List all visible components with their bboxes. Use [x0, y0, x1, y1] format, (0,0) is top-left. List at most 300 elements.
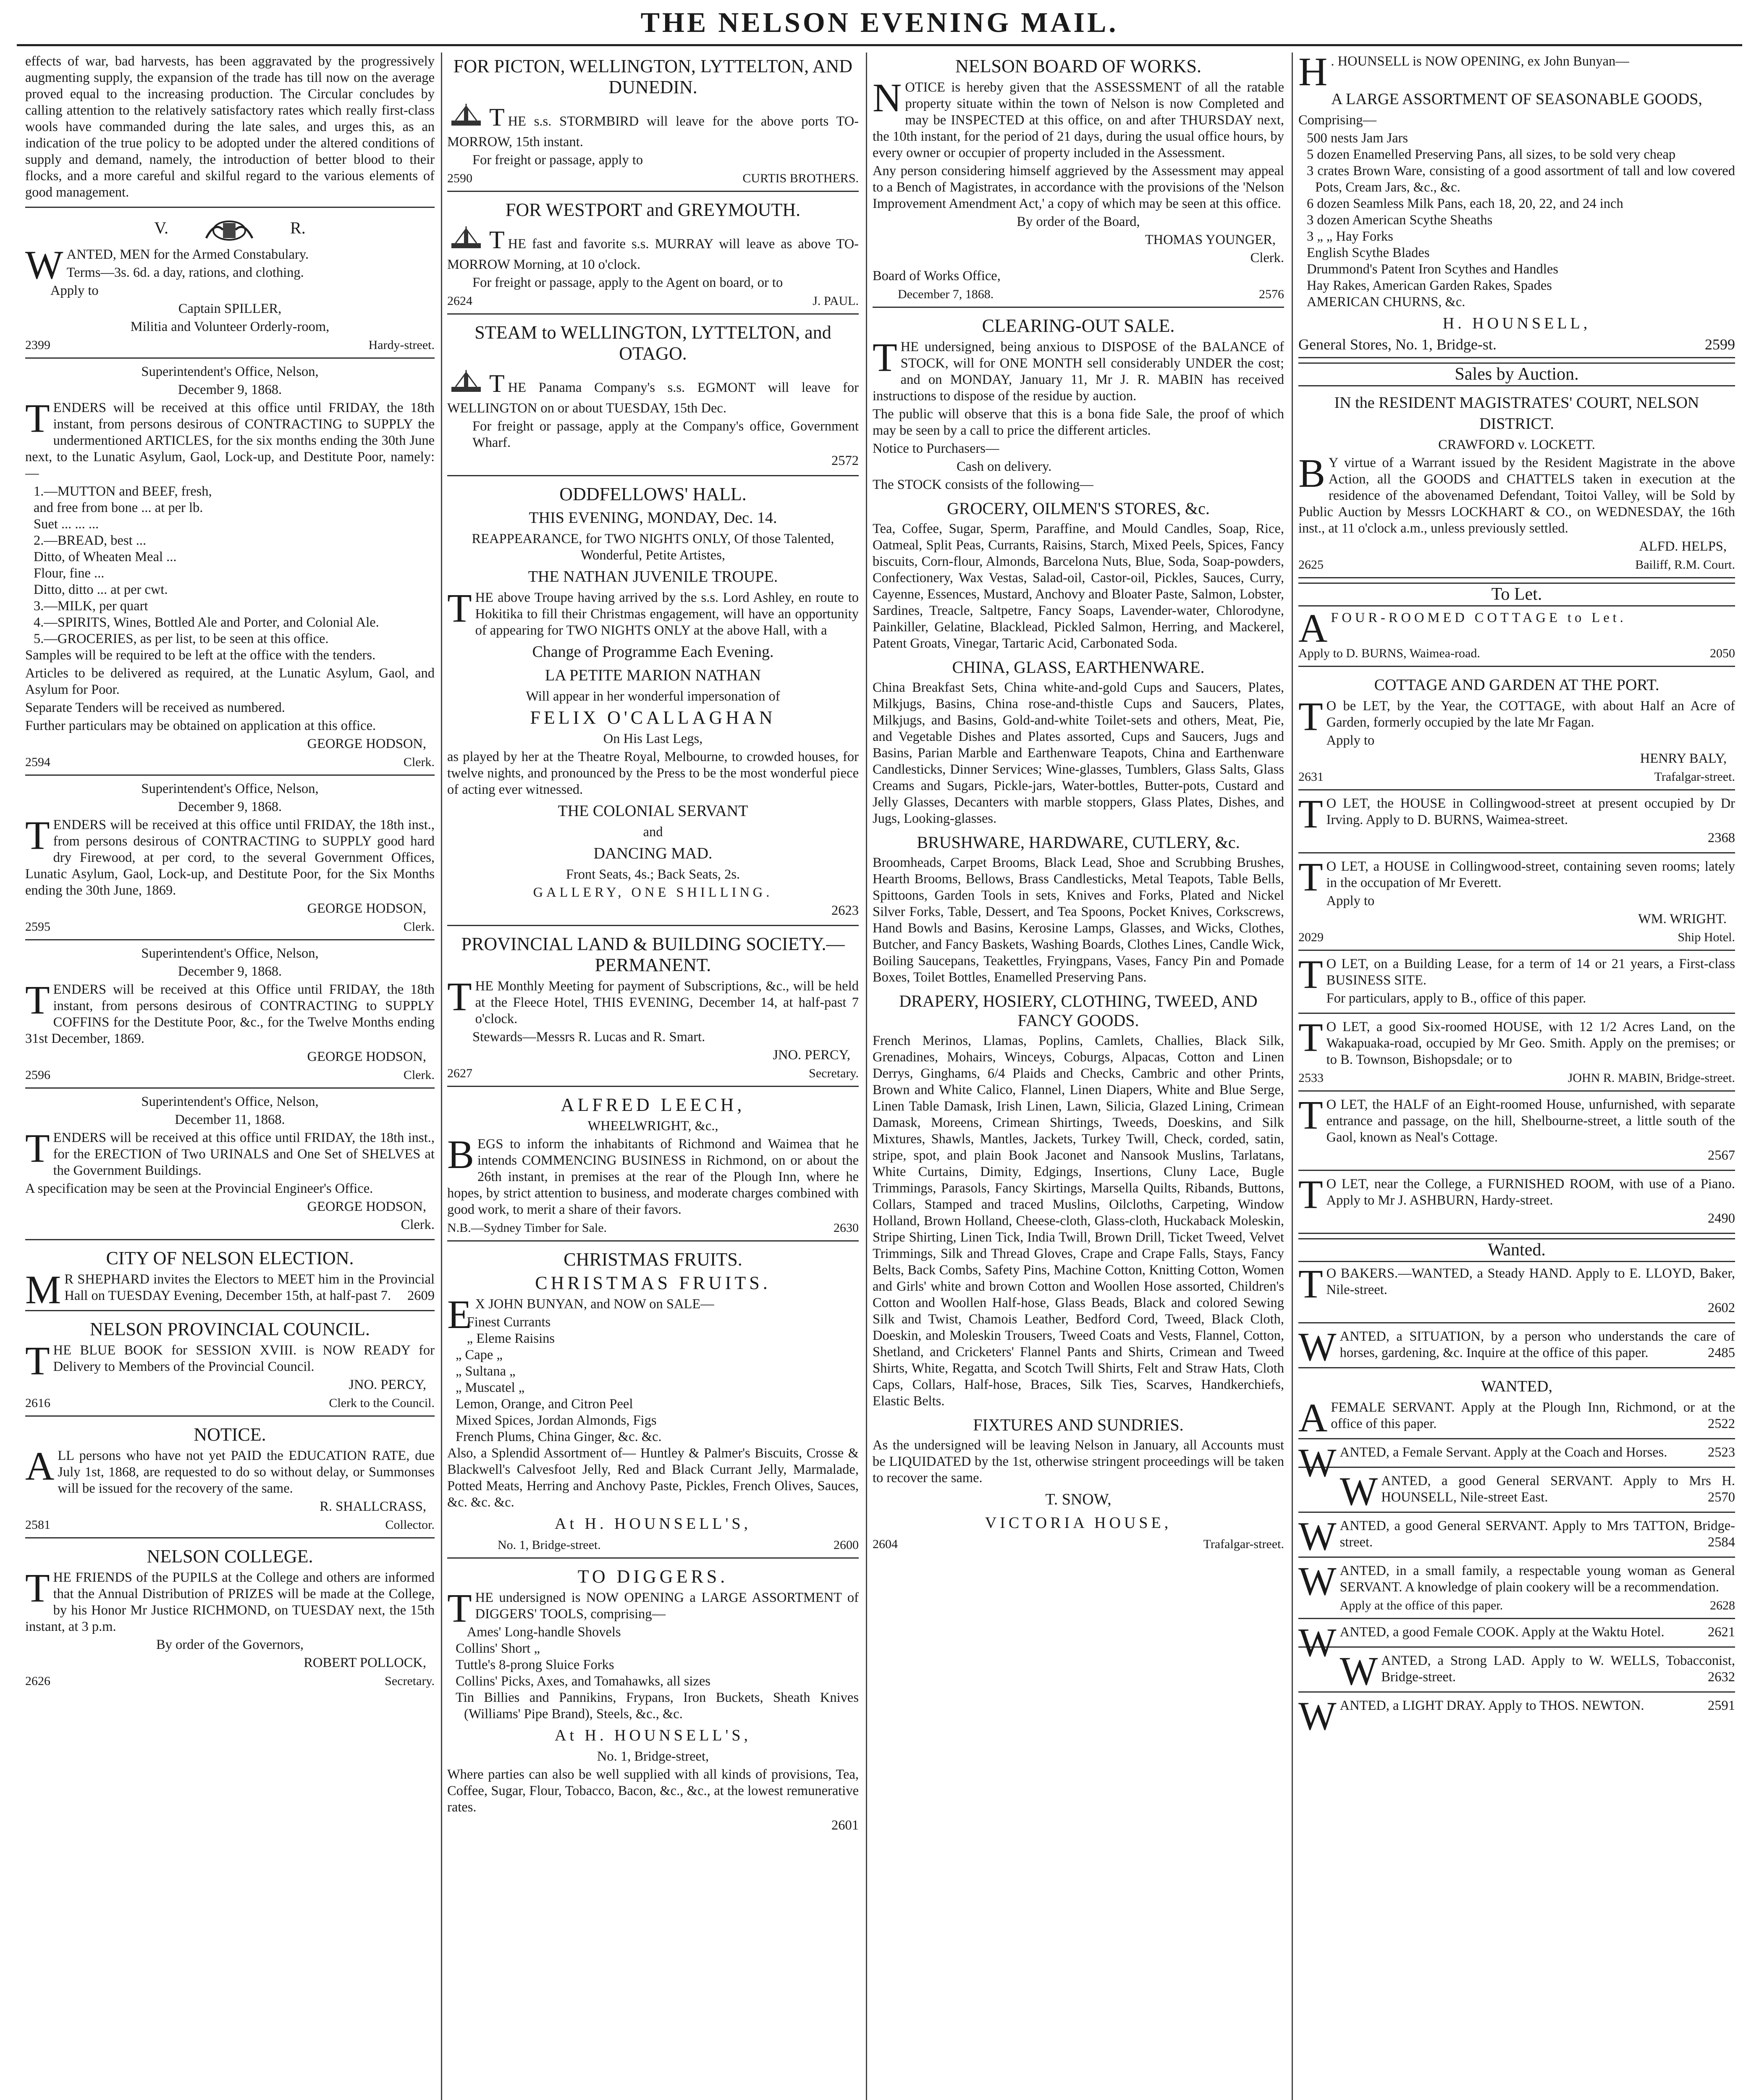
drop-cap: T: [1298, 791, 1323, 836]
section-heading: FIXTURES AND SUNDRIES.: [973, 1415, 1184, 1434]
ad-wanted-lad: [1298, 1648, 1735, 1693]
ad-signature: THOMAS YOUNGER,: [1145, 232, 1276, 247]
ad-text: Also, a Splendid Assortment of— Huntley & Palmer's Biscuits, Crosse & Blackwell's Calvesfoot Jelly, Red and Black Currant Jelly, Marmalade, Potted Meats, Herring and Anchovy Paste, Pickles, French Olives, Sauces, &c. &c. &c.: [447, 1446, 859, 1510]
ad-note: Samples will be required to be left at the office with the tenders.: [25, 648, 376, 663]
ad-role: Clerk.: [403, 920, 435, 934]
ad-number: 2590: [447, 171, 472, 185]
ad-text: Comprising—: [1298, 113, 1376, 128]
ad-business: VICTORIA HOUSE,: [985, 1514, 1172, 1532]
ad-subheading: THE COLONIAL SERVANT: [558, 802, 748, 820]
ad-body: ANTED, a Female Servant. Apply at the Coach and Horses.: [1340, 1445, 1667, 1460]
ad-heading: FOR WESTPORT and GREYMOUTH.: [505, 200, 801, 220]
ad-role: Secretary.: [385, 1674, 435, 1688]
drop-cap: B: [1298, 451, 1326, 496]
list-item: 3 crates Brown Ware, consisting of a good assortment of tall and low covered Pots, Cream Jars, &c., &c.: [1307, 163, 1735, 195]
ad-signature: JOHN R. MABIN, Bridge-street.: [1568, 1071, 1735, 1085]
ad-number: 2626: [25, 1674, 50, 1688]
ad-number: 2632: [1708, 1670, 1735, 1685]
ad-subheading: LA PETITE MARION NATHAN: [545, 667, 761, 684]
ad-signature: R. SHALLCRASS,: [320, 1499, 426, 1514]
ad-murray: [447, 196, 859, 315]
ad-text: and: [643, 824, 663, 840]
ad-text: Where parties can also be well supplied with all kinds of provisions, Tea, Coffee, Sugar, Flour, Tobacco, Bacon, &c., &c., at the lowest remunerative rates.: [447, 1767, 859, 1815]
drop-cap: W: [1340, 1469, 1378, 1514]
ad-body: ENDERS will be received at this office until FRIDAY, the 18th inst., for the ERECTION of Two URINALS and One Set of SHELVES at the Government Buildings.: [53, 1130, 435, 1178]
ad-text: Cash on delivery.: [957, 459, 1052, 474]
ad-number: 2628: [1710, 1599, 1735, 1612]
column-3: [873, 52, 1284, 2100]
drop-cap: W: [1298, 1693, 1337, 1738]
ad-body: O LET, the HALF of an Eight-roomed House, unfurnished, with separate entrance and passage, on the hill, Shelbourne-street, a little south of the Gaol, known as Neal's Cottage.: [1326, 1097, 1735, 1145]
list-item: Mixed Spices, Jordan Almonds, Figs: [456, 1413, 657, 1428]
ad-body: R SHEPHARD invites the Electors to MEET him in the Provincial Hall on TUESDAY Evening, December 15th, at half-past 7.: [64, 1272, 435, 1303]
section-band-wanted: Wanted.: [1298, 1238, 1735, 1262]
ad-office: Superintendent's Office, Nelson,: [141, 781, 319, 796]
ad-org: Militia and Volunteer Orderly-room,: [130, 319, 330, 334]
ad-number: 2624: [447, 294, 472, 308]
ad-role: Collector.: [385, 1518, 435, 1532]
ad-hounsell-goods: [1298, 52, 1735, 358]
list-item: 5.—GROCERIES, as per list, to be seen at this office.: [34, 631, 329, 646]
steamship-icon: [447, 102, 485, 131]
ad-role: Secretary.: [809, 1066, 859, 1080]
ad-body: FOUR-ROOMED COTTAGE to Let.: [1331, 610, 1627, 625]
article-text: effects of war, bad harvests, has been aggravated by the progressively augmenting supply, the expansion of the trade has till now on the average proved equal to the increasing production. The Circular concludes by calling attention to the relatively satisfactory rates which really first-class wools have commanded during the late sales, and urges this, as an indication of the true policy to be adopted under the altered conditions of supply and demand, namely, the introduction of better blood to their flocks, and a more careful and skilful regard to the various elements of good management.: [25, 54, 435, 200]
article-wool-circular: [25, 52, 435, 208]
ad-egmont: [447, 319, 859, 476]
ad-clearing-out-sale: [873, 312, 1284, 1557]
ad-text: Apply to: [1326, 733, 1375, 748]
section-text: China Breakfast Sets, China white-and-gold Cups and Saucers, Plates, Milkjugs, Basins, China rose-and-thistle Cups and Saucers, Plates, Milkjugs, and Basins, Gold-and-white Toilet-sets and others, Meat, Pie, and Vegetable Dishes and Plates assorted, Cups and Saucers, Jugs and Basins, Parian Marble and Earthenware Teapots, China and Earthenware Candlesticks, Dinner Services; Wine-glasses, Tumblers, Glass Salts, Glass Creams and Sugars, Pickle-jars, Water-bottles, Butter-pots, Custard and Jelly Glasses, Decanters with marble stoppers, Glass Plates, Dishes, and Jugs, Looking-glasses.: [873, 680, 1284, 826]
tender-items: [25, 483, 435, 647]
ad-building-society: [447, 930, 859, 1087]
ad-body: ANTED, MEN for the Armed Constabulary.: [66, 247, 309, 262]
list-item: Ames' Long-handle Shovels: [467, 1625, 621, 1640]
column-rule: [441, 52, 442, 2100]
column-1: [25, 52, 435, 2100]
ad-subheading: DANCING MAD.: [593, 845, 713, 862]
list-item: Suet ... ... ...: [34, 517, 99, 532]
ad-wanted-situation: [1298, 1324, 1735, 1369]
ad-body: O LET, a good Six-roomed HOUSE, with 12 1/2 Acres Land, on the Wakapuaka-road, occupied by Mr Geo. Smith. Apply on the premises; or to B. Townson, Bishopsdale; or to: [1326, 1019, 1735, 1067]
ad-text: Front Seats, 4s.; Back Seats, 2s.: [566, 867, 740, 882]
ad-signature: GEORGE HODSON,: [307, 1049, 426, 1064]
ad-signature: GEORGE HODSON,: [307, 736, 426, 751]
ad-armed-constabulary: [25, 212, 435, 359]
ad-heading: IN the RESIDENT MAGISTRATES' COURT, NELSON DISTRICT.: [1334, 394, 1699, 433]
ad-office: Superintendent's Office, Nelson,: [141, 364, 319, 379]
ad-role: Clerk.: [1250, 250, 1284, 265]
ad-heading: ODDFELLOWS' HALL.: [559, 484, 747, 504]
ad-street: Trafalgar-street.: [1203, 1537, 1284, 1551]
ad-let-house-irving: [1298, 791, 1735, 853]
ad-office: Board of Works Office,: [873, 268, 1001, 284]
ad-number: 2601: [831, 1818, 859, 1833]
drop-cap: T: [1298, 694, 1323, 739]
ad-date: December 9, 1868.: [178, 799, 282, 814]
royal-crest-icon: [198, 217, 261, 242]
ad-note: Further particulars may be obtained on application at this office.: [25, 718, 376, 733]
ad-let-furnished-room: [1298, 1172, 1735, 1234]
list-item: Drummond's Patent Iron Scythes and Handles: [1307, 262, 1558, 277]
ad-heading: NELSON COLLEGE.: [147, 1546, 313, 1567]
ad-body: ENDERS will be received at this office until FRIDAY, the 18th instant, from persons desirous of CONTRACTING to SUPPLY the undermentioned ARTICLES, for the six months ending the 30th June next, to the Lunatic Asylum, Gaol, Lock-up, and Destitute Poor, namely:—: [25, 400, 435, 481]
ad-date: December 9, 1868.: [178, 964, 282, 979]
ad-date: December 7, 1868.: [898, 287, 994, 301]
list-item: 3 „ „ Hay Forks: [1307, 229, 1393, 244]
drop-cap: T: [25, 1126, 50, 1171]
ad-freight: For freight or passage, apply to: [472, 152, 643, 168]
ad-note: Articles to be delivered as required, at the Lunatic Asylum, Gaol, and Asylum for Poor.: [25, 666, 435, 697]
drop-cap: T: [1298, 1172, 1323, 1217]
ad-number: 2581: [25, 1518, 50, 1532]
ad-apply: Apply to: [50, 283, 99, 298]
fruit-list: [447, 1314, 859, 1445]
ad-body: ANTED, a good Female COOK. Apply at the Waktu Hotel.: [1340, 1625, 1665, 1640]
section-band-auction: Sales by Auction.: [1298, 362, 1735, 386]
drop-cap: M: [25, 1267, 61, 1312]
section-heading: DRAPERY, HOSIERY, CLOTHING, TWEED, AND FANCY GOODS.: [899, 992, 1258, 1030]
drop-cap: B: [447, 1132, 474, 1177]
list-item: Flour, fine ...: [34, 566, 105, 581]
ad-number: 2604: [873, 1537, 898, 1551]
ad-wanted-tatton-servant: [1298, 1514, 1735, 1559]
drop-cap: T: [1298, 854, 1323, 899]
section-heading: GROCERY, OILMEN'S STORES, &c.: [947, 499, 1210, 518]
list-item: Tin Billies and Pannikins, Frypans, Iron Buckets, Sheath Knives (Williams' Pipe Brand), Steels, &c., &c.: [456, 1690, 859, 1722]
list-item: 3 dozen American Scythe Sheaths: [1307, 213, 1493, 228]
section-heading: BRUSHWARE, HARDWARE, CUTLERY, &c.: [917, 833, 1240, 852]
ad-number: 2623: [831, 903, 859, 918]
ad-text: N.B.—Sydney Timber for Sale.: [447, 1221, 607, 1235]
ad-agent: CURTIS BROTHERS.: [742, 171, 859, 185]
ad-number: 2599: [1705, 336, 1735, 353]
ad-body: O LET, near the College, a FURNISHED ROOM, with use of a Piano. Apply to Mr J. ASHBURN, Hardy-street.: [1326, 1176, 1735, 1208]
goods-list: [1298, 130, 1735, 310]
ad-number: 2533: [1298, 1071, 1324, 1085]
ad-heading: COTTAGE AND GARDEN AT THE PORT.: [1374, 676, 1659, 694]
ad-subheading: Change of Programme Each Evening.: [532, 643, 774, 661]
drop-cap: T: [1298, 952, 1323, 997]
ad-heading: CHRISTMAS FRUITS.: [535, 1273, 771, 1293]
ad-body: EGS to inform the inhabitants of Richmond and Waimea that he intends COMMENCING BUSINESS in Richmond, on or about the 26th instant, in premises at the rear of the Plough Inn, where he hopes, by strict attention to business, and moderate charges combined with good work, to merit a share of their favors.: [447, 1137, 859, 1217]
ad-wanted-cook: [1298, 1620, 1735, 1665]
ad-body: ANTED, a good General SERVANT. Apply to Mrs H. HOUNSELL, Nile-street East.: [1381, 1473, 1735, 1505]
ad-subheading: At H. HOUNSELL'S,: [555, 1515, 751, 1533]
drop-cap: W: [1340, 1648, 1378, 1693]
ad-heading: A LARGE ASSORTMENT OF SEASONABLE GOODS,: [1331, 90, 1702, 108]
ad-body: ANTED, a SITUATION, by a person who understands the care of horses, gardening, &c. Inquire at the office of this paper.: [1340, 1329, 1735, 1360]
list-item: 6 dozen Seamless Milk Pans, each 18, 20, 22, and 24 inch: [1307, 196, 1623, 211]
column-4: [1298, 52, 1735, 2100]
ad-number: 2576: [1259, 287, 1284, 301]
drop-cap: T: [447, 974, 472, 1019]
ad-text: The public will observe that this is a bona fide Sale, the proof of which may be seen by a call to price the different articles.: [873, 407, 1284, 438]
drop-cap: W: [1298, 1324, 1337, 1369]
drop-cap: W: [1298, 1559, 1337, 1604]
list-item: Ditto, ditto ... at per cwt.: [34, 582, 168, 597]
ad-subheading: THIS EVENING, MONDAY, Dec. 14.: [529, 509, 777, 527]
list-item: Collins' Short „: [456, 1641, 540, 1656]
ad-number: 2602: [1708, 1300, 1735, 1315]
ad-body: HE BLUE BOOK for SESSION XVIII. is NOW READY for Delivery to Members of the Provincial Council.: [53, 1343, 435, 1374]
ad-body: HE Panama Company's s.s. EGMONT will leave for WELLINGTON on or about TUESDAY, 15th Dec.: [447, 380, 859, 416]
ad-heading: CHRISTMAS FRUITS.: [564, 1249, 742, 1270]
ad-terms: Terms—3s. 6d. a day, rations, and clothing.: [66, 265, 304, 280]
drop-cap: W: [1298, 1514, 1337, 1559]
ad-body: HE undersigned, being anxious to DISPOSE of the BALANCE of STOCK, will for ONE MONTH sell considerably UNDER the cost; and on MONDAY, January 11, Mr J. R. MABIN has received instructions to dispose of the residue by auction.: [873, 339, 1284, 404]
ad-note: Separate Tenders will be received as numbered.: [25, 700, 285, 715]
ad-number: 2616: [25, 1396, 50, 1410]
list-item: Finest Currants: [467, 1315, 551, 1330]
ad-number: 2594: [25, 755, 50, 769]
ad-signature: Captain SPILLER,: [178, 301, 282, 316]
drop-cap: T: [489, 103, 505, 131]
ad-order: By order of the Governors,: [156, 1637, 304, 1652]
ad-number: 2029: [1298, 930, 1324, 944]
drop-cap: N: [873, 75, 902, 120]
drop-cap: W: [1298, 1440, 1337, 1485]
ad-body: X JOHN BUNYAN, and NOW on SALE—: [475, 1297, 714, 1312]
list-item: „ Cape „: [456, 1347, 503, 1362]
ad-body: O LET, the HOUSE in Collingwood-street at present occupied by Dr Irving. Apply to D. BURNS, Waimea-street.: [1326, 796, 1735, 827]
ad-text: Stewards—Messrs R. Lucas and R. Smart.: [472, 1029, 705, 1045]
ad-body: LL persons who have not yet PAID the EDUCATION RATE, due July 1st, 1868, are requested to do so without delay, or Summonses will be issued for the recovery of the same.: [58, 1448, 435, 1496]
list-item: Ditto, of Wheaten Meal ...: [34, 549, 177, 564]
ad-heading: WANTED,: [1481, 1378, 1552, 1395]
ad-case: CRAWFORD v. LOCKETT.: [1438, 437, 1595, 452]
ad-office: Superintendent's Office, Nelson,: [141, 946, 319, 961]
ad-number: 2572: [831, 453, 859, 468]
ad-store: General Stores, No. 1, Bridge-st.: [1298, 336, 1497, 353]
drop-cap: T: [873, 335, 897, 380]
ad-body: HE fast and favorite s.s. MURRAY will leave as above TO-MORROW Morning, at 10 o'clock.: [447, 236, 859, 272]
ad-date: December 11, 1868.: [175, 1112, 285, 1127]
ad-oddfellows-hall: [447, 480, 859, 926]
ad-body: HE FRIENDS of the PUPILS at the College and others are informed that the Annual Distribution of PRIZES will be made at the College, by his Honor Mr Justice RICHMOND, on TUESDAY next, the 15th instant, at 3 p.m.: [25, 1570, 435, 1634]
drop-cap: T: [489, 370, 505, 397]
ad-body: HE above Troupe having arrived by the s.s. Lord Ashley, en route to Hokitika to fill their Christmas engagement, will have an opportunity of appearing for TWO NIGHTS ONLY at the above Hall, with a: [475, 590, 859, 638]
list-item: English Scythe Blades: [1307, 245, 1430, 260]
column-rule: [1292, 52, 1293, 2100]
drop-cap: A: [1298, 606, 1328, 651]
ad-number: 2600: [834, 1538, 859, 1552]
drop-cap: T: [447, 585, 472, 630]
ad-heading: NELSON BOARD OF WORKS.: [955, 56, 1201, 76]
ad-heading: ALFRED LEECH,: [561, 1095, 745, 1115]
ad-text: Apply at the office of this paper.: [1340, 1599, 1503, 1612]
ad-signature: ALFD. HELPS,: [1639, 539, 1727, 554]
list-item: 5 dozen Enamelled Preserving Pans, all sizes, to be sold very cheap: [1307, 147, 1676, 162]
ad-body: HE Monthly Meeting for payment of Subscriptions, &c., will be held at the Fleece Hotel, THIS EVENING, December 14, at half-past 7 o'clock.: [475, 979, 859, 1026]
ad-body: ENDERS will be received at this office until FRIDAY, the 18th inst., from persons desirous of CONTRACTING to SUPPLY good hard dry Firewood, at per cord, to the several Government Offices, Lunatic Asylum, Gaol, Lock-up, and Destitute Poor, for the Six Months ending the 30th June, 1869.: [25, 817, 435, 898]
ad-heading: PROVINCIAL LAND & BUILDING SOCIETY.—PERMANENT.: [461, 934, 845, 975]
ad-number: 2630: [834, 1221, 859, 1235]
list-item: 2.—BREAD, best ...: [34, 533, 147, 548]
ad-signature: JNO. PERCY,: [773, 1047, 850, 1063]
ad-text: On His Last Legs,: [603, 731, 703, 746]
list-item: „ Eleme Raisins: [467, 1331, 555, 1346]
list-item: Lemon, Orange, and Citron Peel: [456, 1396, 633, 1412]
section-text: Tea, Coffee, Sugar, Sperm, Paraffine, and Mould Candles, Soap, Rice, Oatmeal, Split Peas, Currants, Raisins, Starch, Mixed Peels, Spices, Fancy biscuits, Corn-flour, Almonds, Barcelona Nuts, Blue, Soda, Soap-powders, Confectionery, Wax Vestas, Salad-oil, Castor-oil, Pickles, Sauces, Curry, Cayenne, Essences, Mustard, Anchovy and Bloater Paste, Salmon, Lobster, Sardines, Treacle, Saltpetre, Fancy Soaps, Lavender-water, Chlorodyne, Painkiller, Gelatine, Blacklead, Pickled Salmon, Herring, and Mackerel, Patent Groats, Vinegar, Tartaric Acid, Carbonated Soda.: [873, 521, 1284, 651]
steamship-icon: [447, 368, 485, 398]
ad-body: HE undersigned is NOW OPENING a LARGE ASSORTMENT of DIGGERS' TOOLS, comprising—: [475, 1590, 859, 1622]
ad-role: Clerk.: [403, 755, 435, 769]
ad-heading: CITY OF NELSON ELECTION.: [106, 1248, 354, 1268]
ad-text: Apply to: [1326, 893, 1375, 908]
ad-signature: HENRY BALY,: [1640, 751, 1727, 766]
ad-alfred-leech: [447, 1091, 859, 1242]
ad-number: 2621: [1708, 1625, 1735, 1640]
ad-to-diggers: [447, 1563, 859, 1840]
ad-body: O be LET, by the Year, the COTTAGE, with about Half an Acre of Garden, formerly occupied by the late Mr Fagan.: [1326, 698, 1735, 730]
drop-cap: T: [25, 813, 50, 858]
ad-subheading: FELIX O'CALLAGHAN: [530, 707, 776, 728]
section-band-to-let: To Let.: [1298, 583, 1735, 606]
section-text: Broomheads, Carpet Brooms, Black Lead, Shoe and Scrubbing Brushes, Hearth Brooms, Bellows, Brass Candlesticks, Metal Teapots, Table Bells, Spittoons, Garden Tools in sets, Knives and Forks, Plated and Nickel Silver Forks, Table, Dessert, and Tea Spoons, Pocket Knives, Corkscrews, Hand Bowls and Basins, Kerosine Lamps, Glasses, and Wicks, Clothes, Butcher, and Fancy Baskets, Washing Boards, Clothes Lines, Candle Wick, Boiling Saucepans, Teakettles, Fryingpans, Vases, Fancy Pin and Pomade Boxes, Toilet Bottles, Enamelled Preserving Pans.: [873, 855, 1284, 985]
ad-let-house-everett: [1298, 854, 1735, 951]
drop-cap: H: [1298, 52, 1328, 94]
ad-text: GALLERY, ONE SHILLING.: [533, 885, 773, 900]
ad-tenders-firewood: [25, 780, 435, 940]
ad-signature: WM. WRIGHT.: [1638, 911, 1727, 927]
ad-number: 2596: [25, 1068, 50, 1082]
ad-signature: H. HOUNSELL,: [1442, 315, 1591, 332]
ad-number: 2625: [1298, 558, 1324, 572]
ad-subheading: THE NATHAN JUVENILE TROUPE.: [528, 568, 778, 585]
ad-text: The STOCK consists of the following—: [873, 477, 1093, 492]
royal-arms: [25, 217, 435, 242]
ad-subheading: At H. HOUNSELL'S,: [555, 1727, 751, 1744]
ad-heading: FOR PICTON, WELLINGTON, LYTTELTON, AND DUNEDIN.: [453, 56, 853, 97]
ad-text: REAPPEARANCE, for TWO NIGHTS ONLY, Of those Talented, Wonderful, Petite Artistes,: [472, 531, 834, 563]
ad-tenders-urinals: [25, 1093, 435, 1240]
ad-number: 2567: [1708, 1148, 1735, 1163]
ad-signature: JNO. PERCY,: [349, 1377, 426, 1392]
ad-number: 2368: [1708, 830, 1735, 845]
ad-body: ANTED, a good General SERVANT. Apply to Mrs TATTON, Bridge-street.: [1340, 1518, 1735, 1550]
ad-freight: For freight or passage, apply to the Agent on board, or to: [472, 275, 783, 290]
ad-board-of-works: [873, 52, 1284, 308]
ad-heading: CLEARING-OUT SALE.: [982, 315, 1175, 336]
ad-place: Ship Hotel.: [1678, 930, 1735, 944]
list-item: Hay Rakes, American Garden Rakes, Spades: [1307, 278, 1552, 293]
ad-number: 2631: [1298, 770, 1324, 784]
ad-heading: TO DIGGERS.: [577, 1566, 729, 1587]
masthead: [0, 0, 1759, 46]
section-text: As the undersigned will be leaving Nelson in January, all Accounts must be LIQUIDATED by the 1st, otherwise stringent proceedings will be taken to recover the same.: [873, 1438, 1284, 1486]
ad-body: HE s.s. STORMBIRD will leave for the above ports TO-MORROW, 15th instant.: [447, 114, 859, 150]
list-item: French Plums, China Ginger, &c. &c.: [456, 1429, 662, 1444]
ad-stormbird: [447, 52, 859, 192]
ad-note: A specification may be seen at the Provincial Engineer's Office.: [25, 1181, 373, 1196]
ad-notice-education: [25, 1421, 435, 1538]
ad-body: O BAKERS.—WANTED, a Steady HAND. Apply to E. LLOYD, Baker, Nile-street.: [1326, 1266, 1735, 1297]
drop-cap: E: [447, 1292, 472, 1337]
drop-cap: A: [1298, 1395, 1328, 1440]
drop-cap: T: [1298, 1015, 1323, 1060]
ad-role: Clerk to the Council.: [329, 1396, 435, 1410]
ad-signature: GEORGE HODSON,: [307, 1199, 426, 1214]
ad-number: 2609: [407, 1288, 435, 1303]
ad-order: By order of the Board,: [1017, 214, 1140, 229]
drop-cap: A: [25, 1444, 55, 1488]
drop-cap: T: [1298, 1261, 1323, 1306]
tools-list: [447, 1624, 859, 1722]
ad-let-business-site: [1298, 952, 1735, 1014]
ad-signature: GEORGE HODSON,: [307, 901, 426, 916]
list-item: „ Sultana „: [456, 1364, 516, 1379]
list-item: 3.—MILK, per quart: [34, 598, 148, 614]
ad-office: Superintendent's Office, Nelson,: [141, 1094, 319, 1109]
section-text: French Merinos, Llamas, Poplins, Camlets, Challies, Black Silk, Grenadines, Mohairs, Winceys, Coburgs, Alpacas, Cotton and Linen Derrys, Ginghams, 6/4 Plaids and Checks, Cambric and other Prints, Brown and White Calico, Flannel, Linen Diapers, White and Blue Serge, Linen Table Damask, Irish Linen, Lawn, Silicia, Glazed Lining, Crimean Damask, Moreens, Crimean Shirtings, Tweeds, Doeskins, and Silk Mixtures, Shawls, Mantles, Jackets, Turkey Twill, Check, corded, satin, stripe, spot, and plain Book Jaconet and Nansook Muslins, Tarlatans, White Curtains, Dimity, Edgings, Insertions, Cluny Lace, Bugle Trimmings, Parasols, Fancy Skirtings, Marsella Quilts, Ribands, Buttons, Collars, Stamped and traced Muslins, Oilcloths, Carpeting, Window Holland, Brown Holland, Cheese-cloth, Glass-cloth, Huckaback Moleskin, Stripe Shirting, Linen Tick, India Twill, Brown Drill, Ticket Tweed, Velvet Trimmings, Silk and Thread Gloves, Crape and Crape Falls, Stays, Fancy Belts, Back Combs, Safety Pins, Machine Cotton, Knitting Cotton, Women and Girls' white and brown Cotton and Woollen Hose assorted, Children's Cotton and Woollen Half-hose, Glass Beads, Black and colored Sewing Silk and Twist, Chamois Leather, Bedford Cord, Tweed, Black Cloth, Doeskin, and Moleskin Trousers, Tweed Coats and Vests, Flannel, Cotton, Shetland, and Cricketers' Flannel Pants and Shirts, Crimean and Tweed Shirts, White, Regatta, and Scotch Twill Shirts, Felt and Straw Hats, Cloth Caps, Collars, Half-hose, Braces, Silk Ties, Scarves, Handkerchiefs, Elastic Belts.: [873, 1033, 1284, 1409]
ad-signature: T. SNOW,: [1045, 1491, 1111, 1508]
ad-body: ENDERS will be received at this Office until FRIDAY, the 18th instant, from persons desirous of CONTRACTING to SUPPLY COFFINS for the Destitute Poor, &c., for the Twelve Months ending 31st December, 1869.: [25, 982, 435, 1046]
ad-date: December 9, 1868.: [178, 382, 282, 397]
drop-cap: T: [25, 396, 50, 441]
drop-cap: W: [25, 242, 63, 287]
ad-let-six-roomed: [1298, 1015, 1735, 1092]
newspaper-title: THE NELSON EVENING MAIL.: [640, 6, 1119, 38]
drop-cap: T: [447, 1586, 472, 1630]
ad-text: Apply to D. BURNS, Waimea-road.: [1298, 646, 1480, 660]
ad-wanted-hounsell-servant: [1298, 1469, 1735, 1514]
ad-number: 2570: [1708, 1490, 1735, 1505]
masthead-rule: [17, 44, 1742, 46]
ad-role: Bailiff, R.M. Court.: [1635, 558, 1735, 572]
list-item: Collins' Picks, Axes, and Tomahawks, all sizes: [456, 1674, 710, 1689]
ad-heading: NELSON PROVINCIAL COUNCIL.: [90, 1319, 370, 1339]
ad-number: 2490: [1708, 1211, 1735, 1226]
ad-tenders-coffins: [25, 945, 435, 1089]
ad-role: Clerk.: [403, 1068, 435, 1082]
ad-election: [25, 1244, 435, 1311]
ad-tenders-provisions: [25, 363, 435, 776]
ad-body: OTICE is hereby given that the ASSESSMENT of all the ratable property situate within the town of Nelson is now Completed and may be INSPECTED at this office, on and after THURSDAY next, the 10th instant, for the period of 21 days, during the usual office hours, by every owner or occupier of property included in the Assessment.: [873, 80, 1284, 160]
ad-let-port-cottage: [1298, 671, 1735, 790]
list-item: 4.—SPIRITS, Wines, Bottled Ale and Porter, and Colonial Ale.: [34, 615, 379, 630]
ad-number: 2591: [1708, 1698, 1735, 1713]
ad-number: 2522: [1708, 1416, 1735, 1431]
ad-wanted-coach-horses: [1298, 1440, 1735, 1485]
drop-cap: T: [25, 1338, 50, 1383]
ad-body: Y virtue of a Warrant issued by the Resident Magistrate in the above Action, all the GOODS and CHATTELS taken in execution at the residence of the abovenamed Defendant, Toitoi Valley, will be Sold by Public Auction by Messrs LOCKHART & CO., on WEDNESDAY, the 16th inst., at 11 o'clock a.m., unless previously settled.: [1298, 455, 1735, 536]
drop-cap: T: [1298, 1092, 1323, 1137]
ad-text: as played by her at the Theatre Royal, Melbourne, to crowded houses, for twelve nights, and pronounced by the Press to be the most wonderful piece of acting ever witnessed.: [447, 749, 859, 797]
ad-heading: STEAM to WELLINGTON, LYTTELTON, and OTAGO.: [474, 322, 831, 364]
ad-body: FEMALE SERVANT. Apply at the Plough Inn, Richmond, or at the office of this paper.: [1331, 1400, 1735, 1431]
ad-number: 2523: [1708, 1445, 1735, 1460]
ad-address: No. 1, Bridge-street.: [498, 1538, 601, 1552]
ad-wanted-female-servant: [1298, 1373, 1735, 1439]
ad-number: 2584: [1708, 1535, 1735, 1550]
ad-wanted-young-woman: [1298, 1559, 1735, 1619]
ad-subheading: WHEELWRIGHT, &c.,: [587, 1118, 718, 1134]
ad-body: O LET, a HOUSE in Collingwood-street, containing seven rooms; lately in the occupation of Mr Everett.: [1326, 859, 1735, 890]
ad-number: 2399: [25, 338, 50, 352]
drop-cap: T: [25, 977, 50, 1022]
ad-signature: ROBERT POLLOCK,: [304, 1655, 426, 1670]
section-heading: CHINA, GLASS, EARTHENWARE.: [952, 658, 1205, 677]
list-item: Tuttle's 8-prong Sluice Forks: [456, 1657, 614, 1672]
ad-street: Hardy-street.: [368, 338, 435, 352]
ad-court-sale: [1298, 389, 1735, 578]
ad-heading: NOTICE.: [194, 1424, 266, 1445]
list-item: 500 nests Jam Jars: [1307, 131, 1408, 146]
list-item: 1.—MUTTON and BEEF, fresh,: [34, 484, 212, 499]
ad-number: 2627: [447, 1066, 472, 1080]
column-2: [447, 52, 859, 2100]
